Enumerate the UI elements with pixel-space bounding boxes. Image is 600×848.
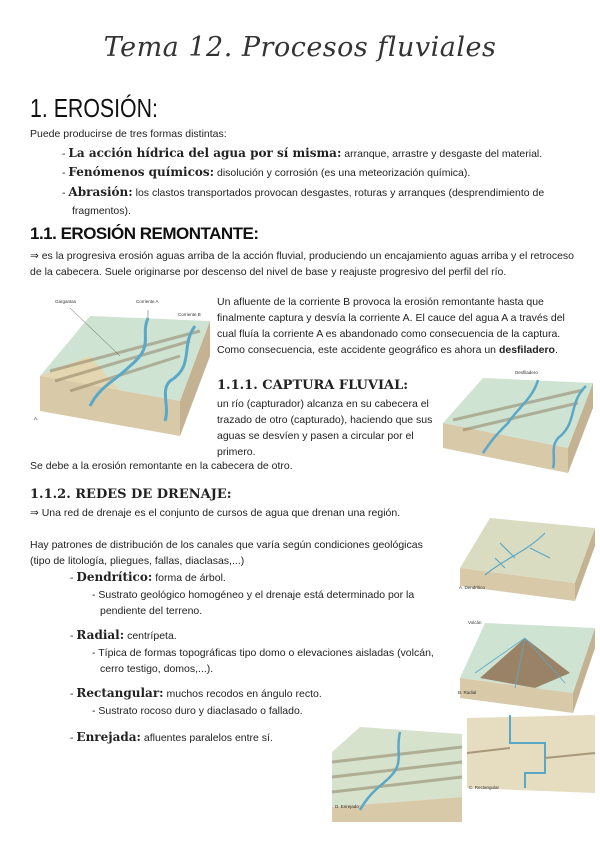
captura-text: un río (capturador) alcanza en su cabecera el trazado de otro (capturado), haciendo que sus aguas se desvíen y pasen a circular por el primero. <box>217 398 433 458</box>
drainage-type-item: - Rectangular: muchos recodos en ángulo recto. <box>70 686 322 700</box>
drainage-type-item: - Enrejada: afluentes paralelos entre sí. <box>70 730 273 744</box>
type-label: Enrejada: <box>76 730 141 744</box>
figure-label: Volcán <box>468 620 482 625</box>
drainage-subitem: - Sustrato geológico homogéneo y el drenaje está determinado por la pendiente del terreno. <box>92 589 415 617</box>
desfiladero-diagram <box>438 368 596 478</box>
captura-note: Se debe a la erosión remontante en la cabecera de otro. <box>30 460 293 472</box>
drainage-subitem: - Sustrato rocoso duro y diaclasado o fallado. <box>92 705 303 717</box>
section-heading-erosion: 1. EROSIÓN: <box>30 93 158 123</box>
subitem-text: Típica de formas topográficas tipo domo o elevaciones aisladas (volcán, cerro testigo, domos,...). <box>98 647 434 675</box>
bullet-text: arranque, arrastre y desgaste del material. <box>341 148 543 160</box>
bullet-item: - Fenómenos químicos: disolución y corrosión (es una meteorización química). <box>62 165 471 179</box>
bullet-label: Abrasión: <box>68 185 133 199</box>
drainage-type-item: - Radial: centrípeta. <box>70 628 177 642</box>
type-text: forma de árbol. <box>152 572 226 584</box>
bold-term: desfiladero <box>498 344 555 356</box>
type-label: Radial: <box>76 628 125 642</box>
intro-text: Puede producirse de tres formas distintas: <box>30 128 227 140</box>
drainage-subitem: - Típica de formas topográficas tipo domo o elevaciones aisladas (volcán, cerro testigo, domos,...). <box>92 647 434 675</box>
bullet-label: Fenómenos químicos: <box>68 165 215 179</box>
trellis-drainage-diagram <box>330 722 465 830</box>
bullet-item: - Abrasión: los clastos transportados provocan desgastes, roturas y arranques (desprendimiento de fragmentos). <box>62 185 545 217</box>
type-text: afluentes paralelos entre sí. <box>140 732 273 744</box>
bullet-text: los clastos transportados provocan desgastes, roturas y arranques (desprendimiento de fragmentos). <box>72 187 545 217</box>
page-title: Tema 12. Procesos fluviales <box>103 32 497 63</box>
figure-label: Desfiladero <box>515 370 538 375</box>
bullet-text: disolución y corrosión (es una meteorización química). <box>214 167 471 179</box>
type-text: centrípeta. <box>124 630 177 642</box>
figure-label: C. Rectangular <box>469 785 500 790</box>
figure-label: Corriente A <box>136 299 159 304</box>
figure-label: Corriente B <box>178 312 201 317</box>
capture-explanation <box>217 294 587 358</box>
explanation-text: Un afluente de la corriente B provoca la erosión remontante hasta que finalmente captura y desvía la corriente A. El cauce del agua A a través del cual fluía la corriente A es abandonado como consecuencia de la captura. Como consecuencia, este accidente geográfico es ahora un <box>217 296 565 356</box>
figure-label: Gargantas <box>55 299 77 304</box>
subitem-text: Sustrato rocoso duro y diaclasado o fallado. <box>98 705 303 717</box>
bullet-label: La acción hídrica del agua por sí misma: <box>68 146 342 160</box>
drenaje-patterns: Hay patrones de distribución de los canales que varía según condiciones geológicas (tipo de litología, pliegues, fallas, diaclasas,...) <box>30 539 423 567</box>
drainage-type-item: - Dendrítico: forma de árbol. <box>70 570 226 584</box>
figure-label: A. <box>34 416 39 421</box>
type-text: muchos recodos en ángulo recto. <box>163 688 322 700</box>
paragraph: ⇒ es la progresiva erosión aguas arriba de la acción fluvial, produciendo un encajamiento aguas arriba y el retroceso de la cabecera. Suele originarse por descenso del nivel de base y reajuste progresivo del perfil del río. <box>30 250 575 278</box>
type-label: Dendrítico: <box>76 570 153 584</box>
punctuation: . <box>554 344 558 356</box>
radial-drainage-diagram <box>455 618 597 718</box>
figure-label: B. Radial <box>458 690 477 695</box>
river-capture-diagram <box>30 296 216 444</box>
section-heading-captura-fluvial: 1.1.1. CAPTURA FLUVIAL: <box>217 378 409 393</box>
subitem-text: Sustrato geológico homogéneo y el drenaje está determinado por la pendiente del terreno. <box>98 589 415 617</box>
drenaje-definition: ⇒ Una red de drenaje es el conjunto de cursos de agua que drenan una región. <box>30 507 401 519</box>
type-label: Rectangular: <box>76 686 164 700</box>
figure-label: A. Dendrítico <box>459 585 486 590</box>
figure-label: D. Enrejado <box>335 804 359 809</box>
bullet-item: - La acción hídrica del agua por sí misma: arranque, arrastre y desgaste del material. <box>62 146 543 160</box>
section-heading-erosion-remontante: 1.1. EROSIÓN REMONTANTE: <box>30 224 259 243</box>
section-heading-redes-drenaje: 1.1.2. REDES DE DRENAJE: <box>30 487 232 502</box>
